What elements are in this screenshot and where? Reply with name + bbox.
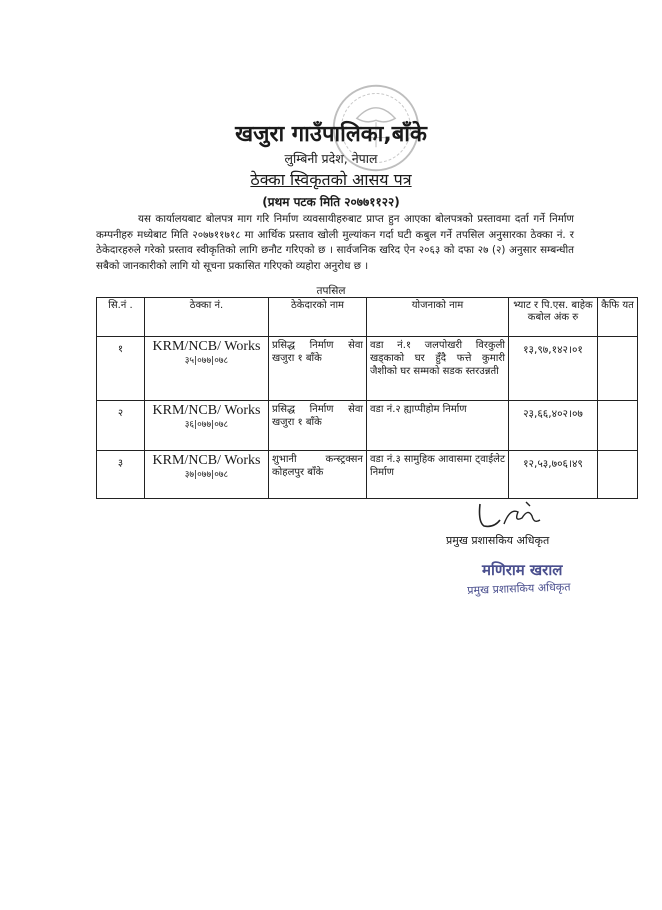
table-row — [97, 451, 638, 499]
cell-amount: १२,५३,७०६।४९ — [509, 451, 598, 499]
notice-date-line: (प्रथम पटक मिति २०७७११२२) — [262, 195, 400, 209]
contract-code: KRM/NCB/ Works — [152, 453, 261, 468]
cell-sn: १ — [97, 337, 145, 401]
stamp-name: मणिराम खराल — [482, 561, 563, 579]
cell-project: वडा नं.१ जलपोखरी विरकुली खड्काको घर हुँदै फत्ते कुमारी जैशीको घर सम्मको सडक स्तरउन्नती — [367, 337, 509, 401]
cell-contract-no — [145, 401, 269, 451]
header-contractor: ठेकेदारको नाम — [269, 298, 367, 337]
table-caption: तपसिल — [316, 285, 346, 297]
contract-code: KRM/NCB/ Works — [152, 339, 261, 354]
cell-project: वडा नं.३ सामुहिक आवासमा ट्वाईलेट निर्माण — [367, 451, 509, 499]
cell-sn: २ — [97, 401, 145, 451]
table-row — [97, 401, 638, 451]
header-amount: भ्याट र पि.एस. बाहेक कबोल अंक रु — [509, 298, 598, 337]
contract-code: KRM/NCB/ Works — [152, 403, 261, 418]
table-row — [97, 337, 638, 401]
contract-date: ३७|०७७|०७८ — [184, 470, 229, 480]
cell-contractor: शुभानी कन्स्ट्रक्सन कोहलपुर बाँके — [269, 451, 367, 499]
contract-date: ३६|०७७|०७८ — [184, 420, 229, 430]
cell-contract-no — [145, 337, 269, 401]
cell-remarks — [598, 451, 638, 499]
cell-contractor: प्रसिद्ध निर्माण सेवा खजुरा १ बाँके — [269, 337, 367, 401]
contract-table — [96, 297, 638, 499]
table-header-row — [97, 298, 638, 337]
municipality-title: खजुरा गाउँपालिका,बाँके — [235, 122, 427, 147]
cell-contractor: प्रसिद्ध निर्माण सेवा खजुरा १ बाँके — [269, 401, 367, 451]
cell-contract-no — [145, 451, 269, 499]
cell-amount: १३,९७,१४२।०१ — [509, 337, 598, 401]
cell-sn: ३ — [97, 451, 145, 499]
handwritten-signature — [474, 498, 544, 536]
header-sn: सि.नं . — [97, 298, 145, 337]
document-heading: ठेक्का स्विकृतको आसय पत्र — [250, 170, 412, 189]
signer-title: प्रमुख प्रशासकिय अधिकृत — [446, 534, 550, 547]
notice-paragraph: यस कार्यालयबाट बोलपत्र माग गरि निर्माण व्यवसायीहरुबाट प्राप्त हुन आएका बोलपत्रको प्रस्तावमा दर्ता गर्ने निर्माण कम्पनीहरु मध्येबाट मिति २०७७११७१८ मा आर्थिक प्रस्ताव खोली मुल्यांकन गर्दा घटी कबुल गर्ने तपसिल अनुसारका ठेक्का नं. र ठेकेदारहरुले गरेको प्रस्ताव स्वीकृतिको लागि छनौट गरिएको छ । सार्वजनिक खरिद ऐन २०६३ को दफा २७ (२) अनुसार सम्बन्धीत सबैको जानकारीको लागि यो सूचना प्रकासित गरिएको व्यहोरा अनुरोध छ । — [96, 213, 574, 272]
stamp-title: प्रमुख प्रशासकिय अधिकृत — [467, 580, 571, 597]
cell-remarks — [598, 401, 638, 451]
contract-date: ३५|०७७|०७८ — [184, 356, 229, 366]
province-subtitle: लुम्बिनी प्रदेश, नेपाल — [284, 151, 378, 166]
header-project: योजनाको नाम — [367, 298, 509, 337]
cell-remarks — [598, 337, 638, 401]
cell-amount: २३,६६,४०२।०७ — [509, 401, 598, 451]
header-contract-no: ठेक्का नं. — [145, 298, 269, 337]
cell-project: वडा नं.२ ह्याप्पीहोम निर्माण — [367, 401, 509, 451]
header-remarks: कैफि यत — [598, 298, 638, 337]
